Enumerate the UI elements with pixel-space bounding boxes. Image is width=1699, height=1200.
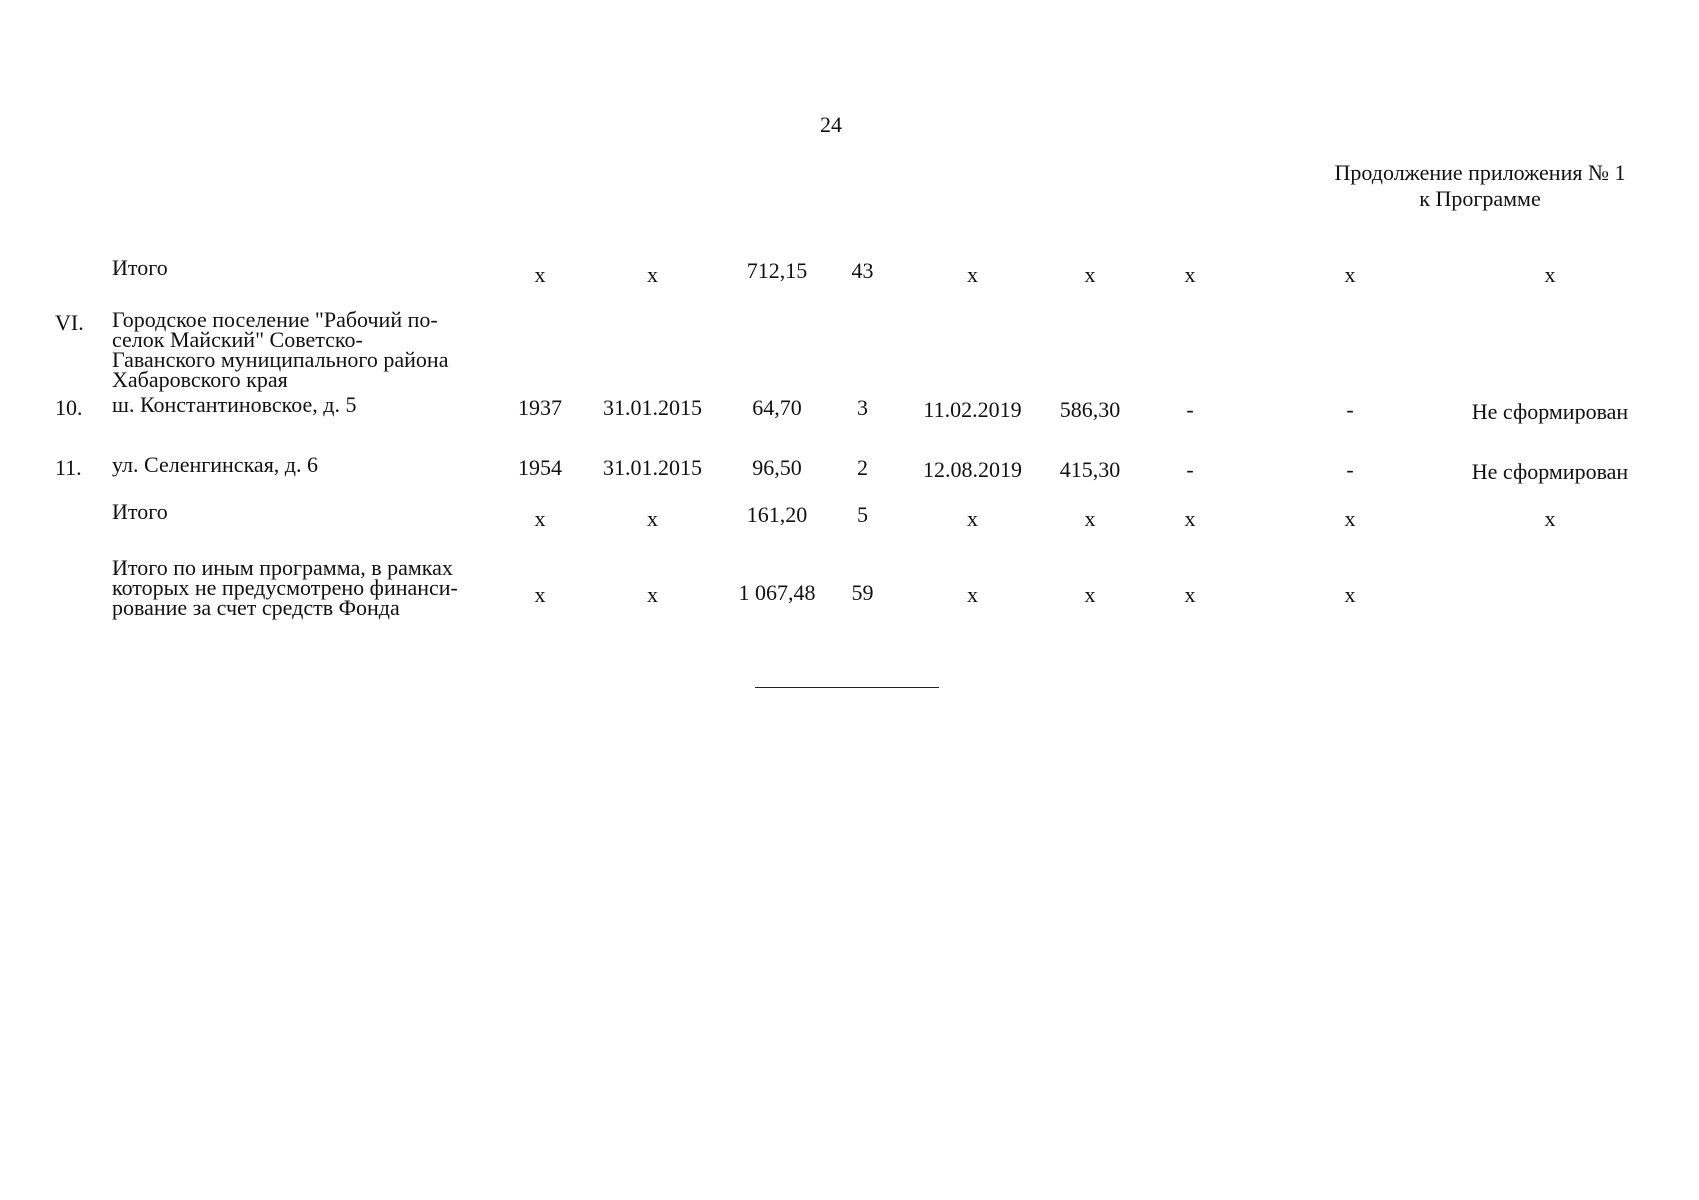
end-divider-line: [755, 687, 939, 688]
cell-area: 64,70: [752, 395, 802, 420]
cell-col8: х: [1344, 506, 1356, 531]
cell-sum: х: [1084, 506, 1096, 531]
cell-people: 59: [851, 580, 874, 605]
section-title: [112, 307, 449, 392]
section-title-line: Хабаровского края: [112, 367, 288, 392]
cell-sum: 415,30: [1059, 457, 1121, 482]
appendix-line-2: к Программе: [1419, 186, 1541, 211]
appendix-line-1: Продолжение приложения № 1: [1334, 160, 1626, 185]
cell-status: Не сформирован: [1471, 399, 1629, 424]
cell-status: х: [1544, 506, 1556, 531]
cell-year: х: [534, 582, 546, 607]
row-number: 11.: [55, 455, 82, 480]
row-name-line: Итого по иным программа, в рамках: [112, 555, 453, 580]
cell-people: 2: [857, 455, 868, 480]
appendix-caption: [1310, 160, 1650, 212]
cell-date: х: [647, 262, 658, 287]
cell-col7: х: [1184, 506, 1196, 531]
cell-date: х: [647, 582, 658, 607]
cell-year: х: [534, 262, 546, 287]
cell-area: 1 067,48: [738, 580, 816, 605]
cell-col8: -: [1346, 457, 1354, 482]
cell-people: 43: [851, 258, 874, 283]
cell-year: 1937: [518, 395, 562, 420]
cell-plan-date: х: [967, 582, 978, 607]
row-address: ш. Константиновское, д. 5: [112, 392, 357, 417]
cell-area: 712,15: [746, 258, 808, 283]
cell-col7: -: [1186, 397, 1194, 422]
section-number: VI.: [55, 310, 84, 335]
row-name: Итого: [112, 499, 168, 524]
section-title-line: селок Майский" Советско-: [112, 327, 363, 352]
row-number: 10.: [55, 395, 83, 420]
cell-col7: -: [1186, 457, 1194, 482]
cell-area: 96,50: [752, 455, 802, 480]
section-title-line: Гаванского муниципального района: [112, 347, 449, 372]
cell-plan-date: х: [967, 506, 978, 531]
cell-plan-date: 11.02.2019: [923, 397, 1022, 422]
cell-date: х: [647, 506, 658, 531]
cell-plan-date: 12.08.2019: [923, 457, 1022, 482]
cell-col8: -: [1346, 397, 1354, 422]
cell-col8: х: [1344, 262, 1356, 287]
cell-status: х: [1544, 262, 1556, 287]
cell-sum: х: [1084, 582, 1096, 607]
cell-people: 3: [857, 395, 868, 420]
cell-status: Не сформирован: [1471, 459, 1629, 484]
cell-sum: 586,30: [1059, 397, 1121, 422]
cell-date: 31.01.2015: [603, 395, 702, 420]
row-name: Итого: [112, 255, 168, 280]
row-name-line: рование за счет средств Фонда: [112, 595, 400, 620]
row-name: [112, 555, 458, 620]
cell-col8: х: [1344, 582, 1356, 607]
row-name-line: которых не предусмотрено финанси-: [112, 575, 458, 600]
cell-col7: х: [1184, 582, 1196, 607]
cell-col7: х: [1184, 262, 1196, 287]
section-title-line: Городское поселение "Рабочий по-: [112, 307, 438, 332]
cell-year: 1954: [518, 455, 562, 480]
cell-date: 31.01.2015: [603, 455, 702, 480]
cell-people: 5: [857, 502, 868, 527]
page-number: 24: [820, 112, 842, 137]
cell-plan-date: х: [967, 262, 978, 287]
cell-year: х: [534, 506, 546, 531]
cell-sum: х: [1084, 262, 1096, 287]
cell-area: 161,20: [746, 502, 808, 527]
row-address: ул. Селенгинская, д. 6: [112, 452, 319, 477]
